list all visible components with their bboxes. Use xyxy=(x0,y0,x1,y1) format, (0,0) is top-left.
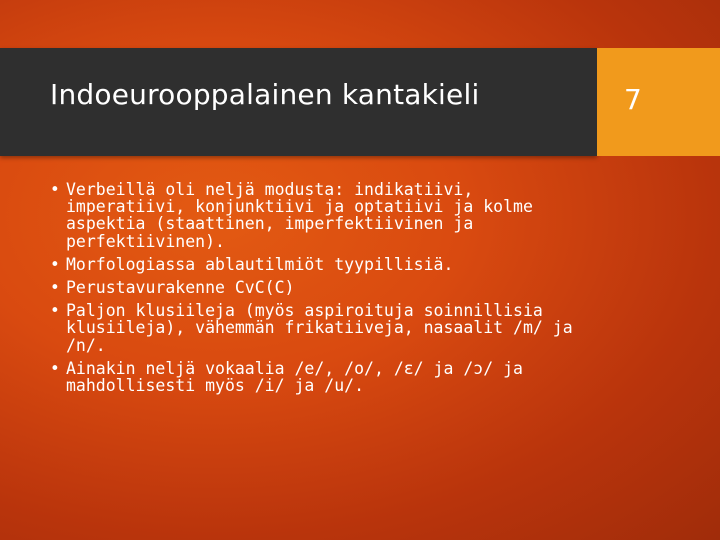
title-bar xyxy=(0,48,597,156)
bullet-item xyxy=(50,279,595,296)
page-number-box xyxy=(597,48,720,156)
bullet-item xyxy=(50,302,595,354)
bullet-icon: • xyxy=(50,278,60,298)
bullet-text: Verbeillä oli neljä modusta: indikatiivi, imperatiivi, konjunktiivi ja optatiivi ja kolme aspektia (staattinen, imperfektiivinen ja perfektiivinen). xyxy=(66,180,533,251)
bullet-text: Paljon klusiileja (myös aspiroituja soinnillisia klusiileja), vähemmän frikatiiveja, nasaalit /m/ ja /n/. xyxy=(66,301,573,355)
bullet-item xyxy=(50,256,595,273)
bullet-item xyxy=(50,360,595,394)
bullet-text: Ainakin neljä vokaalia /e/, /o/, /ɛ/ ja /ɔ/ ja mahdollisesti myös /i/ ja /u/. xyxy=(66,358,523,396)
bullet-icon: • xyxy=(50,180,60,199)
slide-title: Indoeurooppalainen kantakieli xyxy=(50,78,480,111)
bullet-item xyxy=(50,181,595,250)
bullet-icon: • xyxy=(50,358,60,378)
bullet-icon: • xyxy=(50,254,60,274)
page-number: 7 xyxy=(624,83,642,116)
bullet-text: Perustavurakenne CvC(C) xyxy=(66,278,295,298)
bullet-text: Morfologiassa ablautilmiöt tyypillisiä. xyxy=(66,254,454,274)
bullet-icon: • xyxy=(50,301,60,321)
bullet-list xyxy=(50,181,595,400)
